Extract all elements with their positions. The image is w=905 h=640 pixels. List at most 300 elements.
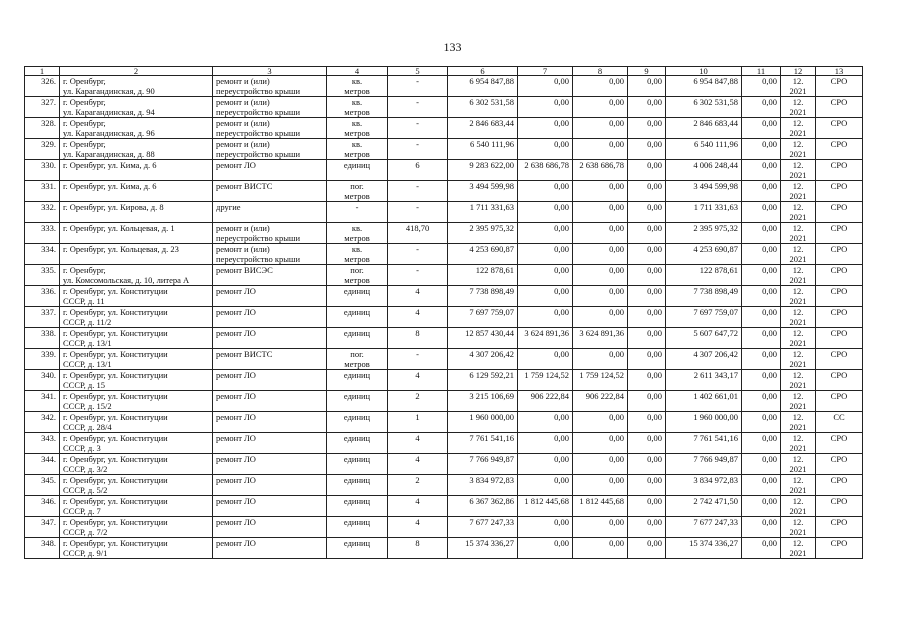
- table-row: [25, 475, 863, 496]
- col8-cell: 3 624 891,36: [573, 328, 628, 349]
- deadline-cell: [781, 349, 816, 370]
- cell-line: единиц: [343, 475, 371, 485]
- unit-cell: [327, 538, 388, 559]
- address-cell: [60, 475, 213, 496]
- col11-cell: 0,00: [742, 76, 781, 97]
- row-number-cell: 327.: [25, 97, 60, 118]
- col10-cell: 7 761 541,16: [666, 433, 742, 454]
- col11-cell: 0,00: [742, 349, 781, 370]
- col11-cell: 0,00: [742, 181, 781, 202]
- cell-line: г. Оренбург, ул. Конституции: [63, 412, 168, 422]
- work-type-cell: [213, 349, 327, 370]
- cell-line: 2021: [789, 212, 807, 222]
- quantity-cell: -: [388, 118, 448, 139]
- work-type-cell: [213, 328, 327, 349]
- quantity-cell: 2: [388, 391, 448, 412]
- cell-line: 2021: [789, 296, 807, 306]
- col9-cell: 0,00: [628, 349, 666, 370]
- work-type-cell: [213, 307, 327, 328]
- cell-line: единиц: [343, 412, 371, 422]
- col7-cell: 2 638 686,78: [518, 160, 573, 181]
- col7-cell: 0,00: [518, 139, 573, 160]
- cell-line: СССР, д. 7: [63, 506, 101, 516]
- cell-line: ремонт ЛО: [216, 391, 256, 401]
- column-number-cell: 7: [518, 67, 573, 76]
- total-cost-cell: 7 761 541,16: [448, 433, 518, 454]
- cell-line: метров: [344, 233, 370, 243]
- cell-line: СССР, д. 11/2: [63, 317, 112, 327]
- col8-cell: 0,00: [573, 181, 628, 202]
- cell-line: 2021: [789, 443, 807, 453]
- funding-source-cell: СРО: [816, 139, 863, 160]
- quantity-cell: 4: [388, 370, 448, 391]
- cell-line: г. Оренбург,: [63, 265, 106, 275]
- total-cost-cell: 9 283 622,00: [448, 160, 518, 181]
- total-cost-cell: 6 302 531,58: [448, 97, 518, 118]
- col8-cell: 0,00: [573, 139, 628, 160]
- cell-line: 2021: [789, 233, 807, 243]
- cell-line: ремонт ВИСТС: [216, 181, 273, 191]
- row-number-cell: 343.: [25, 433, 60, 454]
- cell-line: ул. Карагандинская, д. 90: [63, 86, 155, 96]
- cell-line: ремонт ЛО: [216, 370, 256, 380]
- col11-cell: 0,00: [742, 265, 781, 286]
- cell-line: 2021: [789, 254, 807, 264]
- col7-cell: 3 624 891,36: [518, 328, 573, 349]
- address-cell: [60, 244, 213, 265]
- col8-cell: 0,00: [573, 475, 628, 496]
- col9-cell: 0,00: [628, 538, 666, 559]
- col7-cell: 906 222,84: [518, 391, 573, 412]
- cell-line: 12.: [792, 517, 804, 527]
- unit-cell: [327, 391, 388, 412]
- col7-cell: 0,00: [518, 286, 573, 307]
- column-number-cell: 5: [388, 67, 448, 76]
- col10-cell: 6 302 531,58: [666, 97, 742, 118]
- col8-cell: 0,00: [573, 244, 628, 265]
- cell-line: метров: [344, 275, 370, 285]
- col9-cell: 0,00: [628, 328, 666, 349]
- cell-line: -: [355, 202, 359, 212]
- address-cell: [60, 118, 213, 139]
- col10-cell: 2 611 343,17: [666, 370, 742, 391]
- cell-line: г. Оренбург,: [63, 97, 106, 107]
- table-body: [25, 67, 863, 559]
- address-cell: [60, 538, 213, 559]
- cell-line: ремонт и (или): [216, 139, 270, 149]
- col11-cell: 0,00: [742, 433, 781, 454]
- funding-source-cell: СРО: [816, 160, 863, 181]
- col8-cell: 0,00: [573, 118, 628, 139]
- address-cell: [60, 97, 213, 118]
- cell-line: г. Оренбург, ул. Кирова, д. 8: [63, 202, 164, 212]
- deadline-cell: [781, 223, 816, 244]
- work-type-cell: [213, 76, 327, 97]
- unit-cell: [327, 181, 388, 202]
- cell-line: 12.: [792, 307, 804, 317]
- cell-line: 2021: [789, 548, 807, 558]
- table-row: [25, 97, 863, 118]
- col10-cell: 2 846 683,44: [666, 118, 742, 139]
- table-row: [25, 454, 863, 475]
- work-type-cell: [213, 538, 327, 559]
- work-type-cell: [213, 517, 327, 538]
- unit-cell: [327, 433, 388, 454]
- funding-source-cell: СРО: [816, 223, 863, 244]
- cell-line: пог.: [350, 265, 364, 275]
- table-row: [25, 139, 863, 160]
- work-type-cell: [213, 286, 327, 307]
- deadline-cell: [781, 307, 816, 328]
- cell-line: г. Оренбург, ул. Конституции: [63, 307, 168, 317]
- cell-line: г. Оренбург, ул. Конституции: [63, 496, 168, 506]
- cell-line: 12.: [792, 76, 804, 86]
- cell-line: 12.: [792, 139, 804, 149]
- cell-line: метров: [344, 191, 370, 201]
- unit-cell: [327, 370, 388, 391]
- col9-cell: 0,00: [628, 307, 666, 328]
- cell-line: кв.: [351, 76, 363, 86]
- unit-cell: [327, 307, 388, 328]
- cell-line: г. Оренбург, ул. Конституции: [63, 538, 168, 548]
- unit-cell: [327, 349, 388, 370]
- row-number-cell: 345.: [25, 475, 60, 496]
- cell-line: г. Оренбург, ул. Кольцевая, д. 23: [63, 244, 179, 254]
- quantity-cell: 4: [388, 286, 448, 307]
- work-type-cell: [213, 412, 327, 433]
- cell-line: единиц: [343, 307, 371, 317]
- col10-cell: 4 253 690,87: [666, 244, 742, 265]
- cell-line: ремонт ЛО: [216, 517, 256, 527]
- col9-cell: 0,00: [628, 286, 666, 307]
- cell-line: 12.: [792, 265, 804, 275]
- cell-line: 2021: [789, 527, 807, 537]
- cell-line: метров: [344, 107, 370, 117]
- table-row: [25, 349, 863, 370]
- table-row: [25, 538, 863, 559]
- cell-line: ремонт и (или): [216, 244, 270, 254]
- quantity-cell: 2: [388, 475, 448, 496]
- col11-cell: 0,00: [742, 538, 781, 559]
- work-type-cell: [213, 433, 327, 454]
- col7-cell: 1 759 124,52: [518, 370, 573, 391]
- cell-line: единиц: [343, 538, 371, 548]
- quantity-cell: 4: [388, 307, 448, 328]
- col10-cell: 7 697 759,07: [666, 307, 742, 328]
- address-cell: [60, 139, 213, 160]
- cell-line: ул. Карагандинская, д. 94: [63, 107, 155, 117]
- cell-line: кв.: [351, 244, 363, 254]
- unit-cell: [327, 328, 388, 349]
- cell-line: 12.: [792, 349, 804, 359]
- table-row: [25, 181, 863, 202]
- col11-cell: 0,00: [742, 286, 781, 307]
- work-type-cell: [213, 265, 327, 286]
- col11-cell: 0,00: [742, 370, 781, 391]
- cell-line: метров: [344, 359, 370, 369]
- row-number-cell: 347.: [25, 517, 60, 538]
- deadline-cell: [781, 76, 816, 97]
- col8-cell: 0,00: [573, 286, 628, 307]
- address-cell: [60, 223, 213, 244]
- unit-cell: [327, 265, 388, 286]
- funding-source-cell: СРО: [816, 496, 863, 517]
- deadline-cell: [781, 181, 816, 202]
- col10-cell: 2 742 471,50: [666, 496, 742, 517]
- col10-cell: 6 954 847,88: [666, 76, 742, 97]
- cell-line: СССР, д. 9/1: [63, 548, 108, 558]
- address-cell: [60, 517, 213, 538]
- deadline-cell: [781, 97, 816, 118]
- col9-cell: 0,00: [628, 454, 666, 475]
- col9-cell: 0,00: [628, 475, 666, 496]
- col11-cell: 0,00: [742, 223, 781, 244]
- funding-source-cell: СРО: [816, 202, 863, 223]
- table-row: [25, 118, 863, 139]
- row-number-cell: 342.: [25, 412, 60, 433]
- cell-line: г. Оренбург, ул. Конституции: [63, 454, 168, 464]
- row-number-cell: 331.: [25, 181, 60, 202]
- cell-line: г. Оренбург, ул. Конституции: [63, 286, 168, 296]
- col7-cell: 0,00: [518, 433, 573, 454]
- col11-cell: 0,00: [742, 97, 781, 118]
- unit-cell: [327, 223, 388, 244]
- cell-line: метров: [344, 86, 370, 96]
- col7-cell: 0,00: [518, 475, 573, 496]
- row-number-cell: 338.: [25, 328, 60, 349]
- quantity-cell: -: [388, 76, 448, 97]
- deadline-cell: [781, 475, 816, 496]
- quantity-cell: -: [388, 139, 448, 160]
- col8-cell: 2 638 686,78: [573, 160, 628, 181]
- cell-line: 2021: [789, 485, 807, 495]
- row-number-cell: 335.: [25, 265, 60, 286]
- cell-line: ремонт ЛО: [216, 307, 256, 317]
- cell-line: 12.: [792, 160, 804, 170]
- unit-cell: [327, 496, 388, 517]
- cell-line: 2021: [789, 464, 807, 474]
- cell-line: г. Оренбург,: [63, 118, 106, 128]
- quantity-cell: -: [388, 265, 448, 286]
- column-number-cell: 2: [60, 67, 213, 76]
- total-cost-cell: 2 395 975,32: [448, 223, 518, 244]
- col9-cell: 0,00: [628, 433, 666, 454]
- cell-line: 12.: [792, 328, 804, 338]
- table-row: [25, 307, 863, 328]
- cell-line: ремонт ЛО: [216, 286, 256, 296]
- table-row: [25, 244, 863, 265]
- address-cell: [60, 370, 213, 391]
- cell-line: г. Оренбург, ул. Конституции: [63, 370, 168, 380]
- unit-cell: [327, 139, 388, 160]
- cell-line: ремонт и (или): [216, 76, 270, 86]
- quantity-cell: -: [388, 244, 448, 265]
- repair-register-table: [24, 66, 863, 559]
- col9-cell: 0,00: [628, 517, 666, 538]
- work-type-cell: [213, 475, 327, 496]
- cell-line: 2021: [789, 170, 807, 180]
- cell-line: 12.: [792, 118, 804, 128]
- cell-line: СССР, д. 7/2: [63, 527, 108, 537]
- work-type-cell: [213, 496, 327, 517]
- address-cell: [60, 433, 213, 454]
- quantity-cell: 418,70: [388, 223, 448, 244]
- cell-line: единиц: [343, 454, 371, 464]
- col7-cell: 0,00: [518, 223, 573, 244]
- funding-source-cell: СРО: [816, 538, 863, 559]
- deadline-cell: [781, 160, 816, 181]
- cell-line: кв.: [351, 118, 363, 128]
- col9-cell: 0,00: [628, 223, 666, 244]
- col7-cell: 0,00: [518, 349, 573, 370]
- cell-line: 12.: [792, 496, 804, 506]
- funding-source-cell: СРО: [816, 76, 863, 97]
- col7-cell: 0,00: [518, 97, 573, 118]
- col7-cell: 0,00: [518, 118, 573, 139]
- quantity-cell: -: [388, 349, 448, 370]
- column-number-cell: 4: [327, 67, 388, 76]
- column-number-cell: 6: [448, 67, 518, 76]
- col9-cell: 0,00: [628, 160, 666, 181]
- cell-line: г. Оренбург, ул. Кольцевая, д. 1: [63, 223, 175, 233]
- col10-cell: 2 395 975,32: [666, 223, 742, 244]
- unit-cell: [327, 286, 388, 307]
- deadline-cell: [781, 139, 816, 160]
- col11-cell: 0,00: [742, 307, 781, 328]
- cell-line: ремонт ЛО: [216, 328, 256, 338]
- cell-line: ремонт ЛО: [216, 433, 256, 443]
- unit-cell: [327, 118, 388, 139]
- cell-line: ремонт ЛО: [216, 412, 256, 422]
- col8-cell: 0,00: [573, 517, 628, 538]
- cell-line: г. Оренбург, ул. Конституции: [63, 349, 168, 359]
- column-number-header: [25, 67, 863, 76]
- unit-cell: [327, 202, 388, 223]
- cell-line: 2021: [789, 191, 807, 201]
- col11-cell: 0,00: [742, 475, 781, 496]
- row-number-cell: 346.: [25, 496, 60, 517]
- col11-cell: 0,00: [742, 244, 781, 265]
- col8-cell: 0,00: [573, 307, 628, 328]
- address-cell: [60, 202, 213, 223]
- total-cost-cell: 3 494 599,98: [448, 181, 518, 202]
- address-cell: [60, 328, 213, 349]
- funding-source-cell: СРО: [816, 433, 863, 454]
- cell-line: переустройство крыши: [216, 149, 301, 159]
- cell-line: единиц: [343, 160, 371, 170]
- column-number-cell: 12: [781, 67, 816, 76]
- unit-cell: [327, 454, 388, 475]
- deadline-cell: [781, 370, 816, 391]
- cell-line: единиц: [343, 391, 371, 401]
- col11-cell: 0,00: [742, 391, 781, 412]
- col8-cell: 0,00: [573, 223, 628, 244]
- row-number-cell: 326.: [25, 76, 60, 97]
- col8-cell: 0,00: [573, 538, 628, 559]
- address-cell: [60, 349, 213, 370]
- funding-source-cell: СРО: [816, 97, 863, 118]
- cell-line: СССР, д. 11: [63, 296, 105, 306]
- address-cell: [60, 454, 213, 475]
- deadline-cell: [781, 202, 816, 223]
- deadline-cell: [781, 244, 816, 265]
- row-number-cell: 333.: [25, 223, 60, 244]
- work-type-cell: [213, 181, 327, 202]
- cell-line: 2021: [789, 317, 807, 327]
- row-number-cell: 332.: [25, 202, 60, 223]
- cell-line: 2021: [789, 149, 807, 159]
- col7-cell: 0,00: [518, 538, 573, 559]
- cell-line: 12.: [792, 286, 804, 296]
- col10-cell: 3 834 972,83: [666, 475, 742, 496]
- page-number: 133: [443, 40, 462, 54]
- column-number-cell: 9: [628, 67, 666, 76]
- cell-line: ул. Комсомольская, д. 10, литера А: [63, 275, 190, 285]
- cell-line: 2021: [789, 86, 807, 96]
- work-type-cell: [213, 454, 327, 475]
- funding-source-cell: СРО: [816, 286, 863, 307]
- total-cost-cell: 7 677 247,33: [448, 517, 518, 538]
- address-cell: [60, 412, 213, 433]
- cell-line: г. Оренбург, ул. Конституции: [63, 391, 168, 401]
- table-row: [25, 202, 863, 223]
- col8-cell: 0,00: [573, 433, 628, 454]
- row-number-cell: 337.: [25, 307, 60, 328]
- table-row: [25, 265, 863, 286]
- total-cost-cell: 1 711 331,63: [448, 202, 518, 223]
- cell-line: единиц: [343, 517, 371, 527]
- row-number-cell: 330.: [25, 160, 60, 181]
- cell-line: СССР, д. 3/2: [63, 464, 108, 474]
- cell-line: 2021: [789, 401, 807, 411]
- column-number-cell: 11: [742, 67, 781, 76]
- funding-source-cell: СРО: [816, 118, 863, 139]
- total-cost-cell: 7 766 949,87: [448, 454, 518, 475]
- funding-source-cell: СС: [816, 412, 863, 433]
- cell-line: 12.: [792, 202, 804, 212]
- cell-line: переустройство крыши: [216, 107, 301, 117]
- cell-line: ремонт ЛО: [216, 160, 256, 170]
- work-type-cell: [213, 118, 327, 139]
- cell-line: ремонт ЛО: [216, 454, 256, 464]
- address-cell: [60, 181, 213, 202]
- cell-line: 12.: [792, 538, 804, 548]
- col10-cell: 7 738 898,49: [666, 286, 742, 307]
- work-type-cell: [213, 139, 327, 160]
- cell-line: 12.: [792, 475, 804, 485]
- cell-line: единиц: [343, 286, 371, 296]
- funding-source-cell: СРО: [816, 475, 863, 496]
- cell-line: СССР, д. 13/1: [63, 359, 112, 369]
- cell-line: 12.: [792, 391, 804, 401]
- col7-cell: 1 812 445,68: [518, 496, 573, 517]
- quantity-cell: 1: [388, 412, 448, 433]
- col10-cell: 3 494 599,98: [666, 181, 742, 202]
- cell-line: 12.: [792, 223, 804, 233]
- cell-line: 2021: [789, 275, 807, 285]
- deadline-cell: [781, 517, 816, 538]
- row-number-cell: 340.: [25, 370, 60, 391]
- funding-source-cell: СРО: [816, 370, 863, 391]
- cell-line: г. Оренбург, ул. Конституции: [63, 328, 168, 338]
- address-cell: [60, 496, 213, 517]
- cell-line: ремонт ЛО: [216, 496, 256, 506]
- cell-line: единиц: [343, 496, 371, 506]
- total-cost-cell: 4 307 206,42: [448, 349, 518, 370]
- col9-cell: 0,00: [628, 118, 666, 139]
- quantity-cell: 8: [388, 538, 448, 559]
- cell-line: СССР, д. 5/2: [63, 485, 108, 495]
